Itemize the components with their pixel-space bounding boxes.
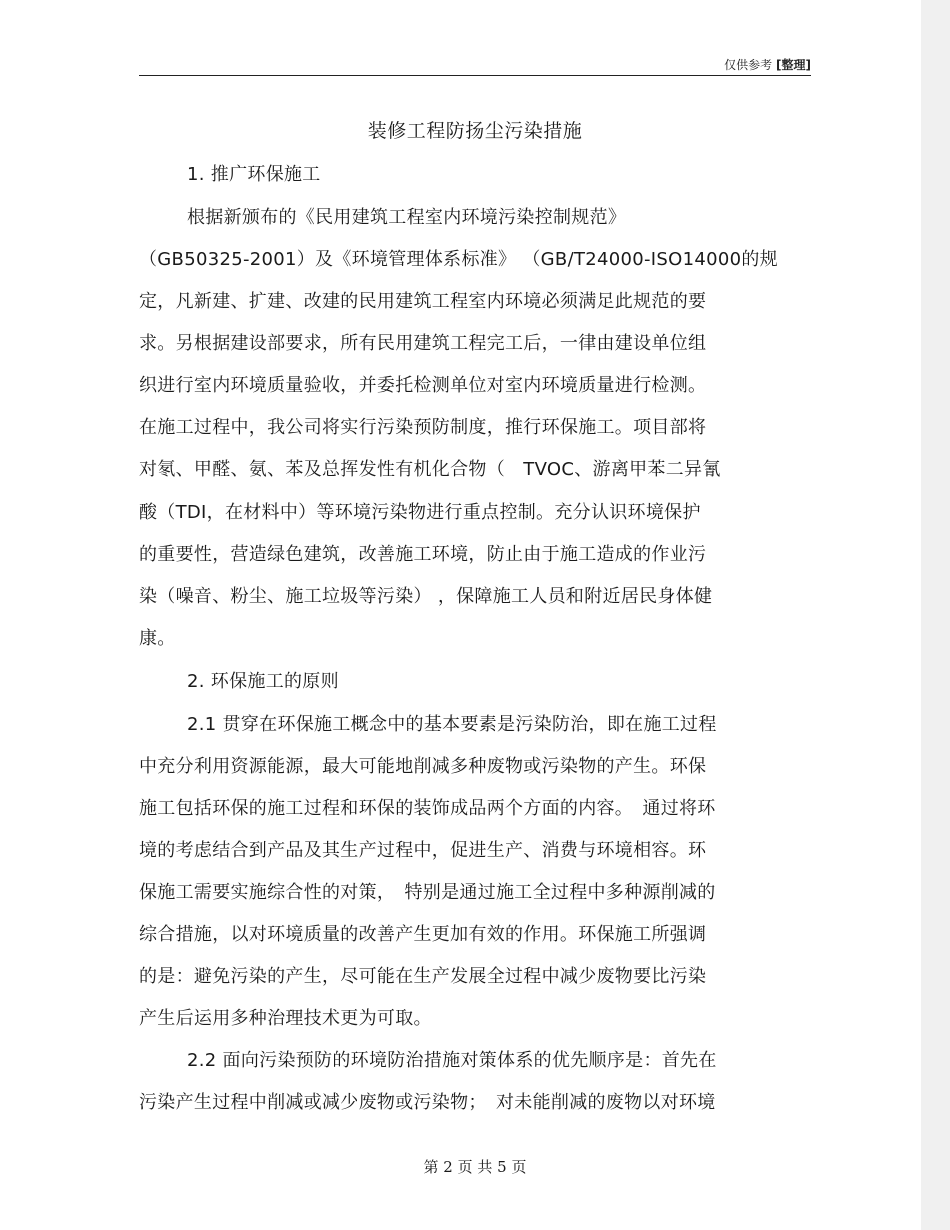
body-line: 2.2 面向污染预防的环境防治措施对策体系的优先顺序是：首先在	[187, 1050, 717, 1071]
body-line: 在施工过程中，我公司将实行污染预防制度，推行环保施工。项目部将	[139, 417, 707, 438]
page-number-footer: 第 2 页 共 5 页	[423, 1158, 527, 1176]
section-heading-2: 2. 环保施工的原则	[187, 671, 339, 692]
body-line: 施工包括环保的施工过程和环保的装饰成品两个方面的内容。 通过将环	[139, 798, 716, 819]
body-line: 保施工需要实施综合性的对策， 特别是通过施工全过程中多种源削减的	[139, 882, 716, 903]
section-heading-1: 1. 推广环保施工	[187, 164, 321, 185]
body-line: 酸（TDI，在材料中）等环境污染物进行重点控制。充分认识环境保护	[139, 502, 701, 523]
body-line: 织进行室内环境质量验收，并委托检测单位对室内环境质量进行检测。	[139, 375, 707, 396]
body-line: 2.1 贯穿在环保施工概念中的基本要素是污染防治，即在施工过程	[187, 714, 717, 735]
body-line: 境的考虑结合到产品及其生产过程中，促进生产、消费与环境相容。环	[139, 840, 707, 861]
body-line: 综合措施，以对环境质量的改善产生更加有效的作用。环保施工所强调	[139, 924, 707, 945]
body-line: 中充分利用资源能源，最大可能地削减多种废物或污染物的产生。环保	[139, 756, 707, 777]
document-title: 装修工程防扬尘污染措施	[367, 120, 583, 142]
header-reference-tag	[724, 56, 811, 73]
body-line: 污染产生过程中削减或减少废物或污染物； 对未能削减的废物以对环境	[139, 1092, 716, 1113]
body-line: 产生后运用多种治理技术更为可取。	[139, 1008, 432, 1029]
body-line: 求。另根据建设部要求，所有民用建筑工程完工后，一律由建设单位组	[139, 333, 707, 354]
body-line: （GB50325-2001）及《环境管理体系标准》 （GB/T24000-ISO14000的规	[139, 249, 778, 270]
body-line: 根据新颁布的《民用建筑工程室内环境污染控制规范》	[187, 207, 627, 228]
body-line: 对氡、甲醛、氨、苯及总挥发性有机化合物（ TVOC、游离甲苯二异氰	[139, 459, 721, 480]
header-tag-bracket: [整理]	[776, 58, 811, 72]
body-line: 康。	[139, 628, 176, 649]
body-line: 的是：避免污染的产生，尽可能在生产发展全过程中减少废物要比污染	[139, 966, 707, 987]
body-line: 定，凡新建、扩建、改建的民用建筑工程室内环境必须满足此规范的要	[139, 291, 707, 312]
header-divider	[139, 75, 811, 76]
header-tag-text: 仅供参考	[724, 58, 773, 72]
body-line: 染（噪音、粉尘、施工垃圾等污染） ，保障施工人员和附近居民身体健	[139, 586, 713, 607]
body-line: 的重要性，营造绿色建筑，改善施工环境，防止由于施工造成的作业污	[139, 544, 707, 565]
